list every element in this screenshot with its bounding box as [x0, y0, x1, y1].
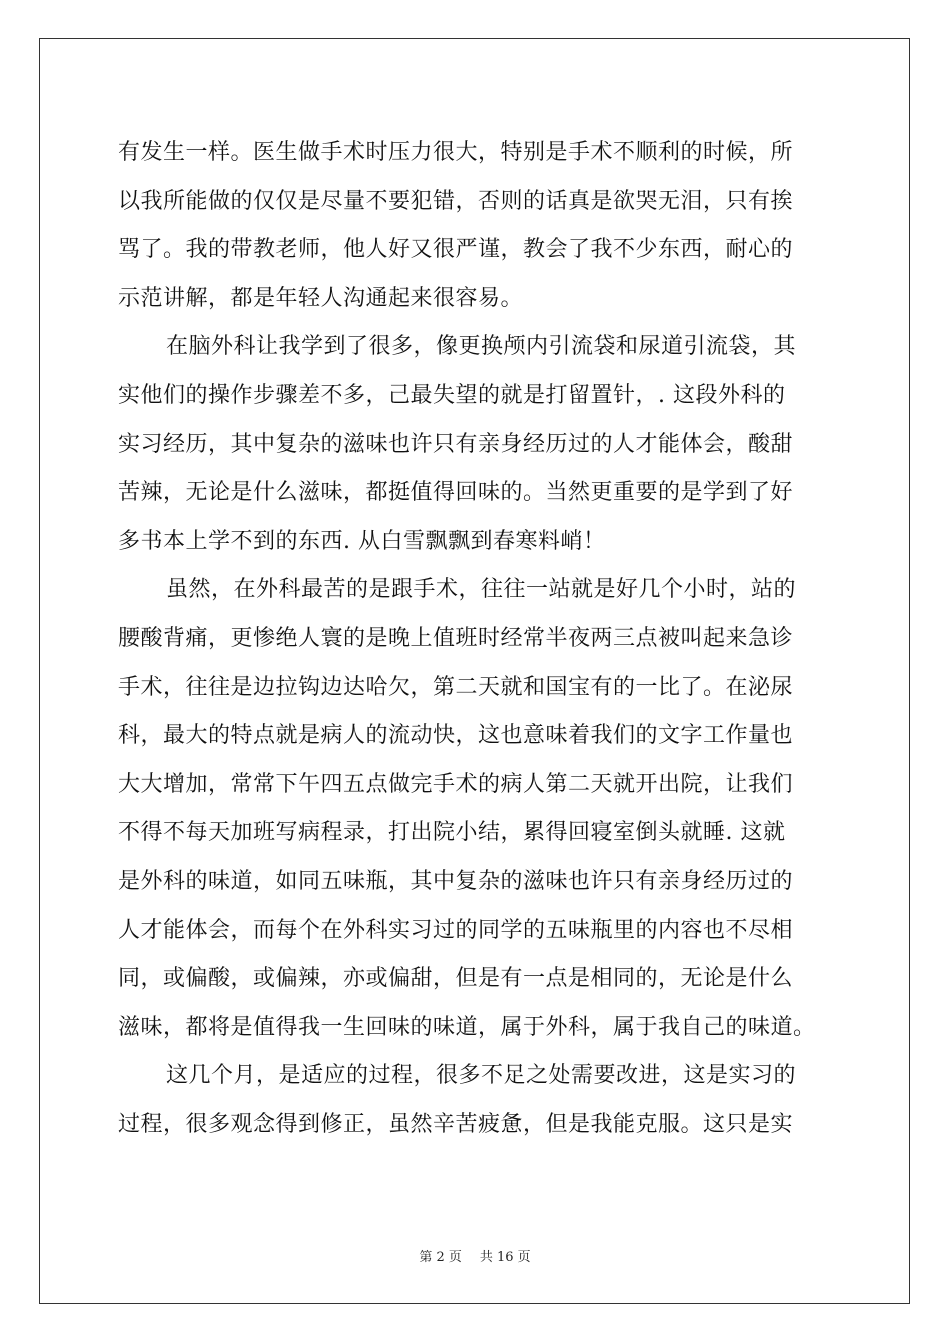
page-total: 共 16 页: [479, 1250, 531, 1265]
text-line: 实他们的操作步骤差不多，己最失望的就是打留置针，. 这段外科的: [118, 382, 786, 408]
text-line: 多书本上学不到的东西. 从白雪飘飘到春寒料峭！: [118, 528, 606, 554]
text-line: 苦辣，无论是什么滋味，都挺值得回味的。当然更重要的是学到了好: [118, 480, 794, 506]
text-line: 同，或偏酸，或偏辣，亦或偏甜，但是有一点是相同的，无论是什么: [118, 966, 794, 992]
text-line: 实习经历，其中复杂的滋味也许只有亲身经历过的人才能体会，酸甜: [118, 431, 794, 457]
paragraph-start-line: 在脑外科让我学到了很多，像更换颅内引流袋和尿道引流袋，其: [166, 334, 797, 360]
page-number: 第 2 页: [419, 1250, 462, 1265]
paragraph-start-line: 这几个月，是适应的过程，很多不足之处需要改进，这是实习的: [166, 1063, 797, 1089]
text-line: 示范讲解，都是年轻人沟通起来很容易。: [118, 285, 524, 311]
text-line: 有发生一样。医生做手术时压力很大，特别是手术不顺利的时候，所: [118, 140, 794, 165]
text-line: 大大增加，常常下午四五点做完手术的病人第二天就开出院，让我们: [118, 771, 794, 797]
text-line: 是外科的味道，如同五味瓶，其中复杂的滋味也许只有亲身经历过的: [118, 868, 794, 894]
text-line: 手术，往往是边拉钩边达哈欠，第二天就和国宝有的一比了。在泌尿: [118, 674, 794, 700]
text-line: 滋味，都将是值得我一生回味的味道，属于外科，属于我自己的味道。: [118, 1014, 816, 1040]
text-line: 科，最大的特点就是病人的流动快，这也意味着我们的文字工作量也: [118, 723, 794, 749]
document-body: [118, 129, 834, 1149]
text-line: 过程，很多观念得到修正，虽然辛苦疲惫，但是我能克服。这只是实: [118, 1111, 794, 1137]
text-line: 腰酸背痛，更惨绝人寰的是晚上值班时经常半夜两三点被叫起来急诊: [118, 625, 794, 651]
page-footer: [0, 1246, 950, 1265]
text-line: 不得不每天加班写病程录，打出院小结，累得回寝室倒头就睡. 这就: [118, 820, 786, 846]
text-line: 骂了。我的带教老师，他人好又很严谨，教会了我不少东西，耐心的: [118, 237, 794, 263]
paragraph-start-line: 虽然，在外科最苦的是跟手术，往往一站就是好几个小时，站的: [166, 577, 797, 603]
text-line: 以我所能做的仅仅是尽量不要犯错，否则的话真是欲哭无泪，只有挨: [118, 188, 794, 214]
text-line: 人才能体会，而每个在外科实习过的同学的五味瓶里的内容也不尽相: [118, 917, 794, 943]
